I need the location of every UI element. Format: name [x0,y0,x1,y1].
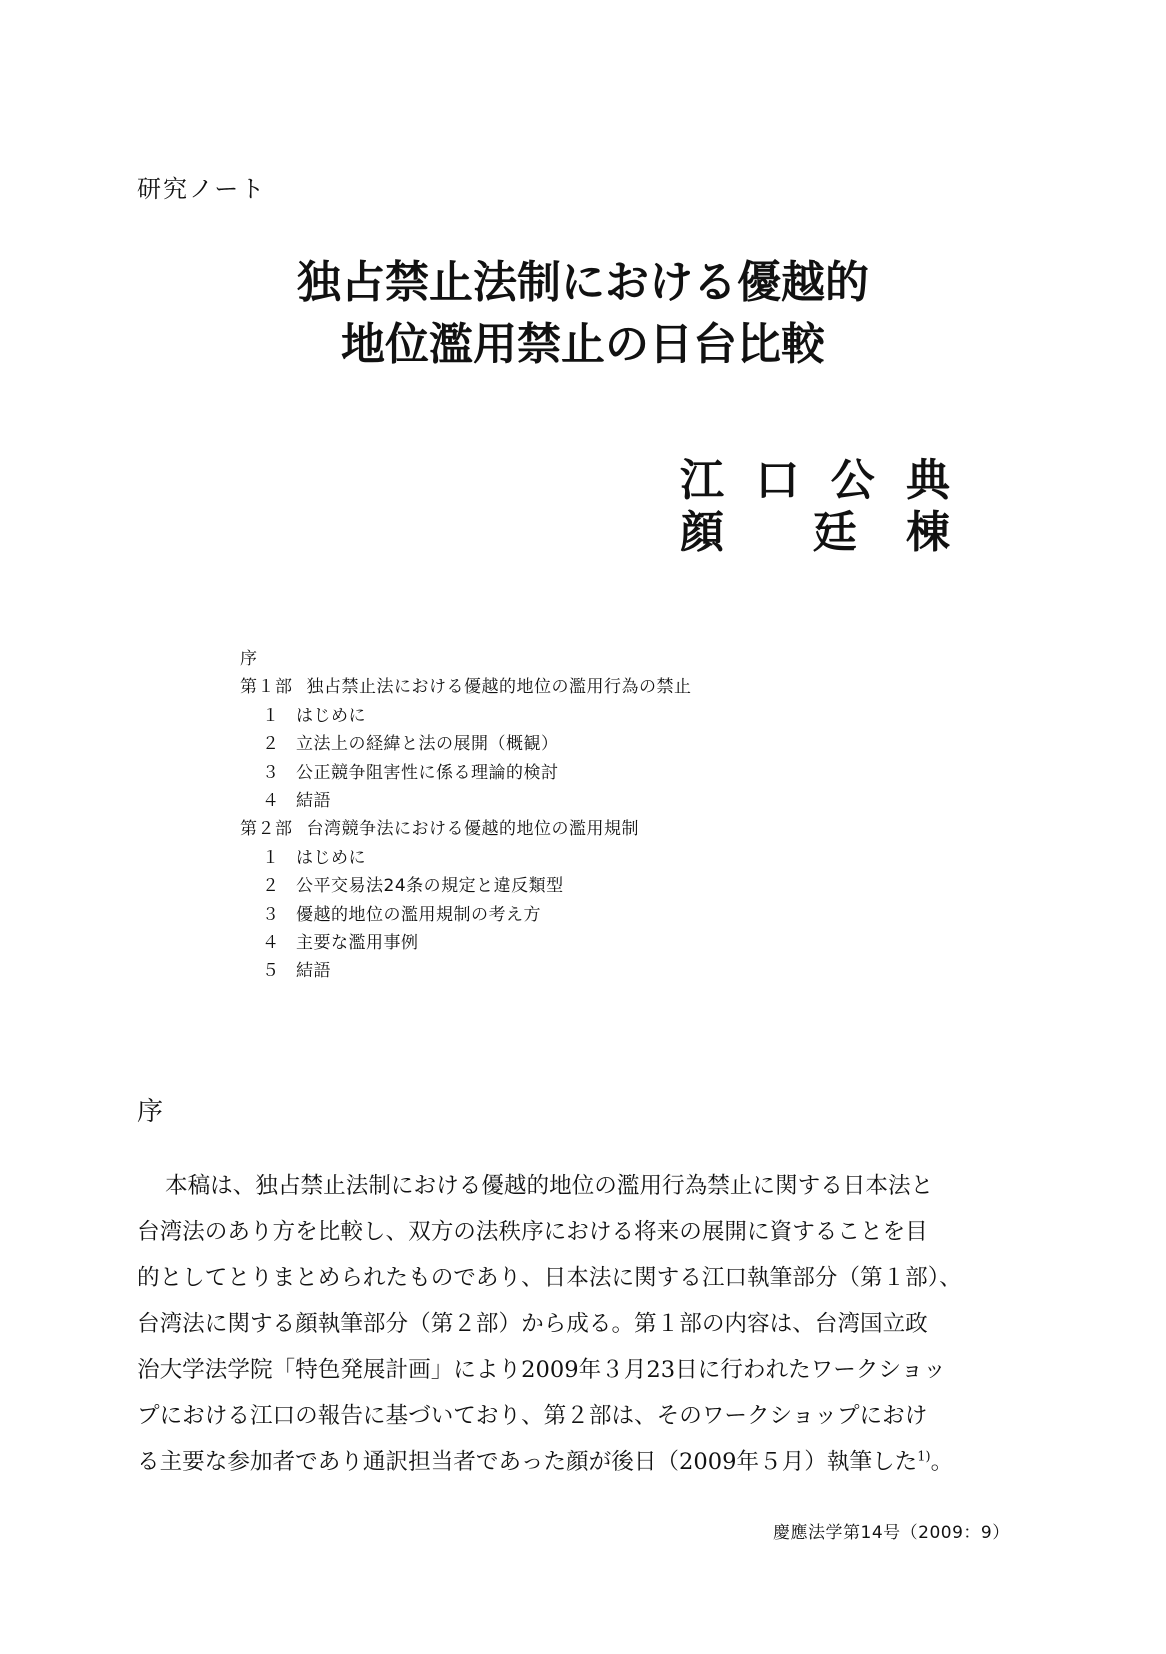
toc-part [240,673,692,701]
toc-part [240,815,692,843]
toc-item-num: ３ [262,904,280,925]
toc-part-title: 独占禁止法における優越的地位の濫用行為の禁止 [306,677,692,698]
author-2-char: 顔 [680,507,724,558]
author-1 [680,455,950,507]
author-1-char: 典 [905,455,950,506]
toc-item [240,901,692,929]
toc-item [240,844,692,872]
author-block [680,455,950,559]
toc-item-text: 公平交易法24条の規定と違反類型 [296,876,564,897]
author-1-char: 口 [755,455,800,506]
title-line-2: 地位濫用禁止の日台比較 [341,319,825,370]
toc-item-text: 公正競争阻害性に係る理論的検討 [296,762,559,783]
toc-item-text: 結語 [296,961,331,982]
toc-item-text: 立法上の経緯と法の展開（概観） [296,734,559,755]
toc-item-num: ４ [262,932,280,953]
toc-item-text: 結語 [296,790,331,811]
body-line-last [137,1439,1032,1485]
article-category: 研究ノート [137,175,267,203]
toc-item-num: ４ [262,790,280,811]
body-line: プにおける江口の報告に基づいており、第２部は、そのワークショップにおけ [137,1403,928,1429]
table-of-contents [240,645,692,986]
toc-item-num: ３ [262,762,280,783]
body-line-text: る主要な参加者であり通訳担当者であった顔が後日（2009年５月）執筆した [137,1449,918,1475]
toc-item [240,787,692,815]
author-1-char: 公 [830,455,875,506]
body-line: 治大学法学院「特色発展計画」により2009年３月23日に行われたワークショッ [137,1357,946,1383]
section-heading: 序 [137,1097,164,1127]
toc-part-label: 第１部 [240,677,293,698]
toc-intro: 序 [240,649,258,669]
author-2 [680,507,950,559]
article-title [0,252,1166,376]
body-line: 台湾法のあり方を比較し、双方の法秩序における将来の展開に資することを目 [137,1219,928,1245]
toc-item [240,759,692,787]
toc-item-num: １ [262,705,280,726]
toc-item-num: ２ [262,734,280,755]
toc-item-text: 優越的地位の濫用規制の考え方 [296,904,541,925]
toc-item [240,730,692,758]
toc-part-title: 台湾競争法における優越的地位の濫用規制 [306,819,639,840]
body-line-punct: 。 [930,1449,954,1475]
body-line: 台湾法に関する顔執筆部分（第２部）から成る。第１部の内容は、台湾国立政 [137,1311,928,1337]
toc-item [240,702,692,730]
toc-item-num: ２ [262,876,280,897]
toc-item [240,929,692,957]
body-line: 的としてとりまとめられたものであり、日本法に関する江口執筆部分（第１部）、 [137,1265,962,1291]
footnote-ref[interactable]: 1) [917,1449,931,1465]
toc-item-num: １ [262,847,280,868]
author-2-char: 廷 [813,507,857,558]
author-2-char: 棟 [906,507,950,558]
toc-item-text: はじめに [296,705,366,726]
journal-footer: 慶應法学第14号（2009：9） [773,1523,1010,1543]
toc-part-label: 第２部 [240,819,293,840]
author-1-char: 江 [680,455,724,506]
body-paragraph [137,1163,1032,1485]
title-line-1: 独占禁止法制における優越的 [297,257,869,308]
toc-item-text: はじめに [296,847,366,868]
toc-item-text: 主要な濫用事例 [296,932,419,953]
toc-item [240,957,692,985]
toc-item [240,872,692,900]
toc-item-num: ５ [262,961,280,982]
body-line: 本稿は、独占禁止法制における優越的地位の濫用行為禁止に関する日本法と [165,1173,934,1199]
